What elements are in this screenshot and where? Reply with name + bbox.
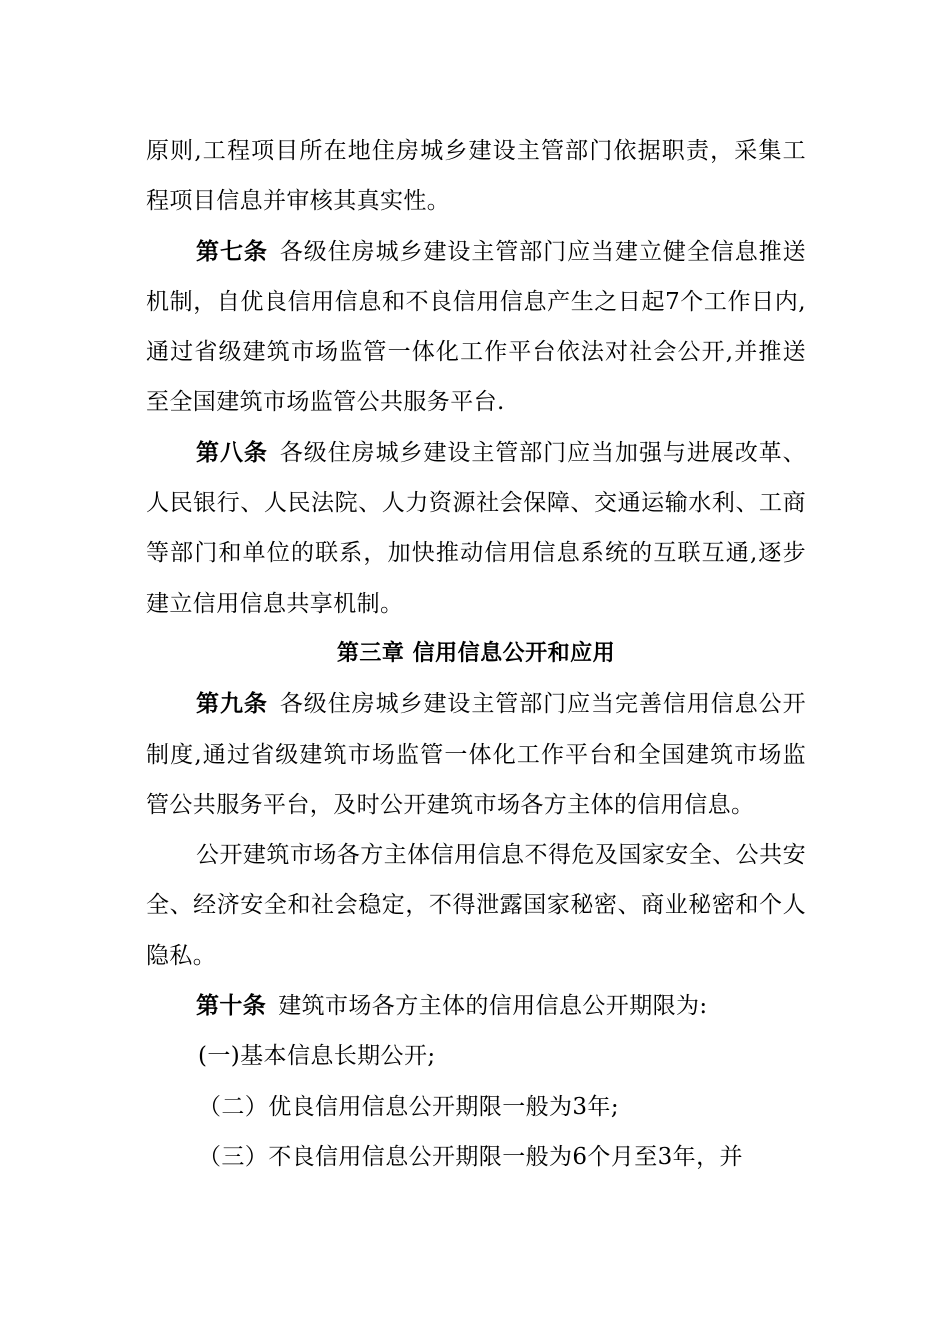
article-text: 各级住房城乡建设主管部门应当加强与进展改革、人民银行、人民法院、人力资源社会保障、交通运输水利、工商等部门和单位的联系，加快推动信用信息系统的互联互通,逐步建立信用信息共享机制。 [146, 439, 806, 617]
paragraph-disclosure-limits [146, 830, 806, 981]
paragraph-continuation [146, 126, 806, 227]
paragraph-text: 原则,工程项目所在地住房城乡建设主管部门依据职责，采集工程项目信息并审核其真实性。 [146, 138, 806, 215]
article-label: 第十条 [196, 993, 267, 1020]
article-9 [146, 679, 806, 830]
article-text: 建筑市场各方主体的信用信息公开期限为: [278, 993, 708, 1020]
list-item: （二）优良信用信息公开期限一般为3年; [198, 1093, 619, 1120]
article-7 [146, 227, 806, 428]
paragraph-text: 公开建筑市场各方主体信用信息不得危及国家安全、公共安全、经济安全和社会稳定，不得泄露国家秘密、商业秘密和个人隐私。 [146, 842, 806, 969]
list-item: （三）不良信用信息公开期限一般为6个月至3年，并 [198, 1143, 743, 1170]
article-label: 第八条 [196, 439, 268, 466]
article-text: 各级住房城乡建设主管部门应当建立健全信息推送机制，自优良信用信息和不良信用信息产生之日起7个工作日内,通过省级建筑市场监管一体化工作平台依法对社会公开,并推送至全国建筑市场监管公共服务平台. [146, 238, 806, 416]
list-item: (一)基本信息长期公开; [198, 1043, 436, 1070]
article-text: 各级住房城乡建设主管部门应当完善信用信息公开制度,通过省级建筑市场监管一体化工作平台和全国建筑市场监管公共服务平台，及时公开建筑市场各方主体的信用信息。 [146, 691, 806, 818]
article-8 [146, 428, 806, 629]
article-10 [146, 981, 806, 1031]
article-label: 第七条 [196, 238, 268, 265]
chapter-heading: 第三章 信用信息公开和应用 [336, 640, 616, 666]
article-label: 第九条 [196, 691, 268, 718]
document-page [146, 126, 806, 1182]
